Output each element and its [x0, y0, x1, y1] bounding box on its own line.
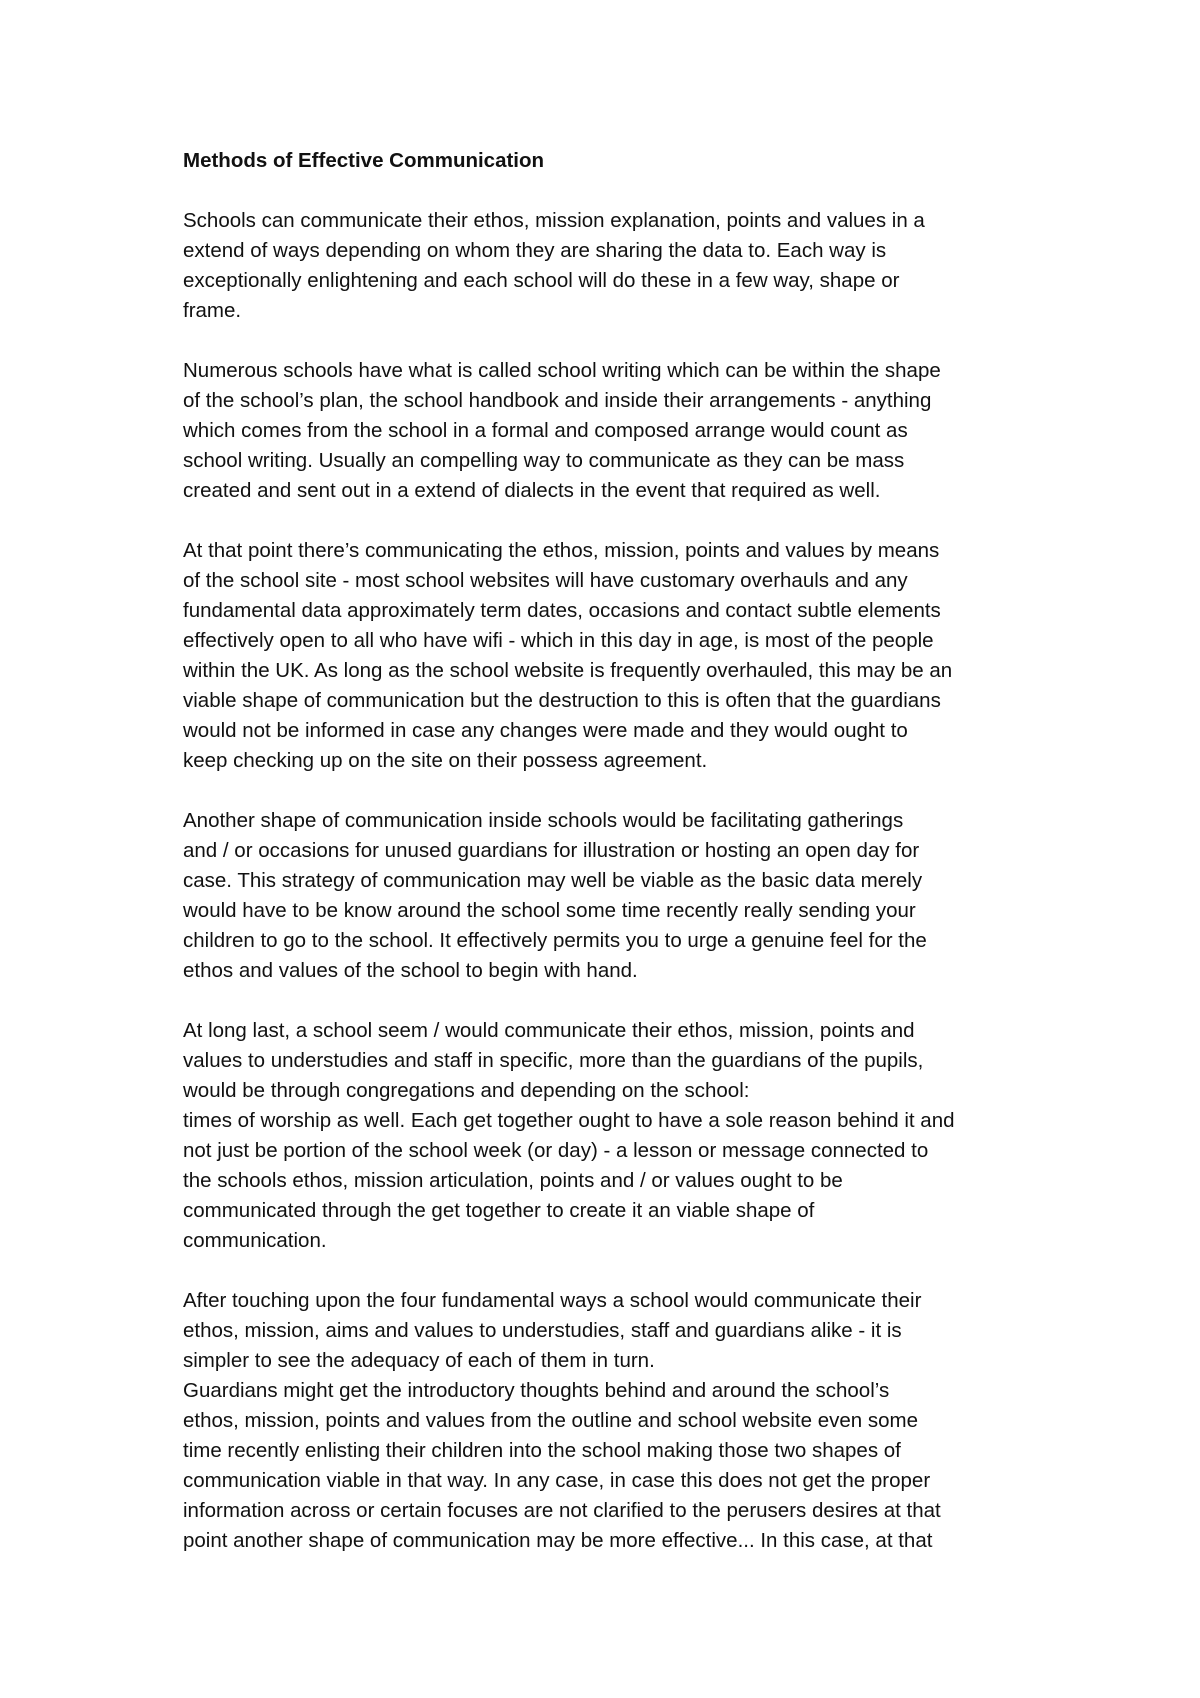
- paragraph-line: would have to be know around the school some time recently really sending your: [183, 899, 916, 922]
- paragraph-line: Numerous schools have what is called school writing which can be within the shape: [183, 359, 941, 382]
- paragraph-line: viable shape of communication but the destruction to this is often that the guardians: [183, 689, 941, 712]
- paragraph-line: information across or certain focuses are not clarified to the perusers desires at that: [183, 1499, 941, 1522]
- paragraph-line: Schools can communicate their ethos, mission explanation, points and values in a: [183, 209, 925, 232]
- paragraph-line: times of worship as well. Each get together ought to have a sole reason behind it and: [183, 1109, 955, 1132]
- spacer: [183, 506, 1063, 536]
- paragraph-line: created and sent out in a extend of dialects in the event that required as well.: [183, 479, 881, 502]
- paragraph-5: [183, 1016, 1063, 1256]
- paragraph-line: the schools ethos, mission articulation, points and / or values ought to be: [183, 1169, 843, 1192]
- paragraph-line: keep checking up on the site on their possess agreement.: [183, 749, 708, 772]
- paragraph-2: [183, 356, 1063, 506]
- paragraph-line: After touching upon the four fundamental ways a school would communicate their: [183, 1289, 922, 1312]
- paragraph-line: within the UK. As long as the school website is frequently overhauled, this may be an: [183, 659, 953, 682]
- paragraph-line: not just be portion of the school week (or day) - a lesson or message connected to: [183, 1139, 929, 1162]
- spacer: [183, 776, 1063, 806]
- paragraph-line: case. This strategy of communication may well be viable as the basic data merely: [183, 869, 923, 892]
- paragraph-line: and / or occasions for unused guardians for illustration or hosting an open day for: [183, 839, 920, 862]
- paragraph-line: Another shape of communication inside schools would be facilitating gatherings: [183, 809, 904, 832]
- paragraph-line: of the school site - most school websites will have customary overhauls and any: [183, 569, 908, 592]
- paragraph-line: which comes from the school in a formal and composed arrange would count as: [183, 419, 908, 442]
- paragraph-line: ethos and values of the school to begin with hand.: [183, 959, 638, 982]
- paragraph-line: ethos, mission, aims and values to understudies, staff and guardians alike - it is: [183, 1319, 902, 1342]
- paragraph-line: school writing. Usually an compelling way to communicate as they can be mass: [183, 449, 905, 472]
- paragraph-line: would be through congregations and depending on the school:: [183, 1079, 750, 1102]
- paragraph-line: communication.: [183, 1229, 327, 1252]
- paragraph-line: fundamental data approximately term dates, occasions and contact subtle elements: [183, 599, 941, 622]
- paragraph-line: children to go to the school. It effectively permits you to urge a genuine feel for the: [183, 929, 927, 952]
- document-body: [183, 146, 1063, 1556]
- paragraph-line: would not be informed in case any changes were made and they would ought to: [183, 719, 908, 742]
- paragraph-line: At long last, a school seem / would communicate their ethos, mission, points and: [183, 1019, 915, 1042]
- spacer: [183, 1256, 1063, 1286]
- paragraph-6: [183, 1286, 1063, 1556]
- paragraph-line: communication viable in that way. In any case, in case this does not get the proper: [183, 1469, 931, 1492]
- paragraph-line: Guardians might get the introductory thoughts behind and around the school’s: [183, 1379, 890, 1402]
- paragraph-line: of the school’s plan, the school handbook and inside their arrangements - anything: [183, 389, 932, 412]
- paragraph-3: [183, 536, 1063, 776]
- spacer: [183, 176, 1063, 206]
- paragraph-line: At that point there’s communicating the ethos, mission, points and values by means: [183, 539, 940, 562]
- paragraph-line: effectively open to all who have wifi - which in this day in age, is most of the people: [183, 629, 934, 652]
- paragraph-line: frame.: [183, 299, 242, 322]
- document-title: Methods of Effective Communication: [183, 149, 545, 172]
- paragraph-line: communicated through the get together to create it an viable shape of: [183, 1199, 815, 1222]
- spacer: [183, 326, 1063, 356]
- paragraph-4: [183, 806, 1063, 986]
- paragraph-line: ethos, mission, points and values from the outline and school website even some: [183, 1409, 918, 1432]
- paragraph-line: extend of ways depending on whom they are sharing the data to. Each way is: [183, 239, 887, 262]
- spacer: [183, 986, 1063, 1016]
- paragraph-line: exceptionally enlightening and each school will do these in a few way, shape or: [183, 269, 900, 292]
- paragraph-1: [183, 206, 1063, 326]
- paragraph-line: simpler to see the adequacy of each of them in turn.: [183, 1349, 655, 1372]
- paragraph-line: values to understudies and staff in specific, more than the guardians of the pupils,: [183, 1049, 924, 1072]
- paragraph-line: time recently enlisting their children into the school making those two shapes of: [183, 1439, 901, 1462]
- paragraph-line: point another shape of communication may be more effective... In this case, at that: [183, 1529, 933, 1552]
